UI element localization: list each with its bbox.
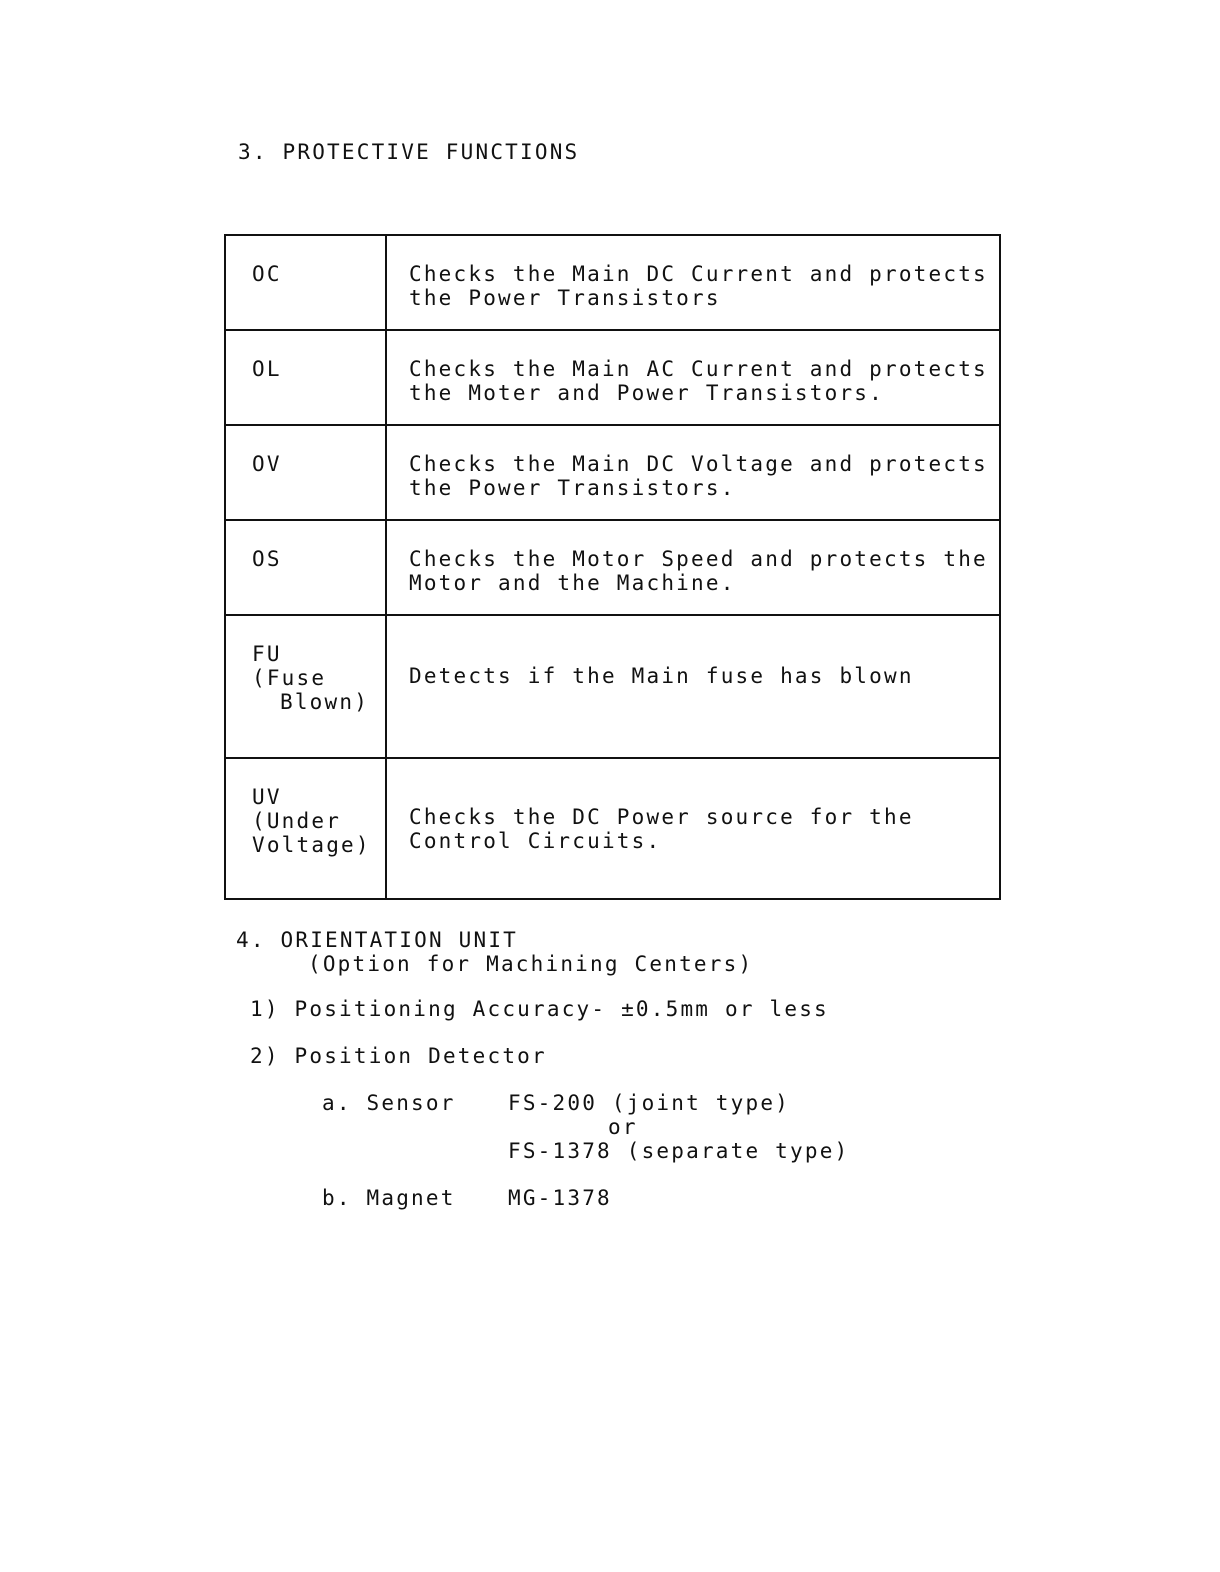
desc-line: Detects if the Main fuse has blown	[409, 664, 914, 688]
function-description	[386, 330, 1000, 425]
function-code	[225, 330, 386, 425]
table-row	[225, 758, 1000, 899]
table-row	[225, 425, 1000, 520]
position-detector-item: 2) Position Detector	[250, 1044, 547, 1068]
section-4-subtitle: (Option for Machining Centers)	[308, 952, 754, 976]
magnet-value: MG-1378	[508, 1186, 612, 1210]
sensor-value-separate: FS-1378 (separate type)	[508, 1139, 850, 1163]
table-row	[225, 520, 1000, 615]
function-code	[225, 758, 386, 899]
table-row	[225, 235, 1000, 330]
table-row	[225, 330, 1000, 425]
section-4-title: 4. ORIENTATION UNIT	[236, 928, 519, 952]
desc-line: Control Circuits.	[409, 829, 662, 853]
code-line: OL	[252, 357, 282, 381]
desc-line: Checks the Main DC Current and protects	[409, 262, 988, 286]
section-3-title: 3. PROTECTIVE FUNCTIONS	[238, 140, 580, 164]
code-line: OC	[252, 262, 282, 286]
code-line: OS	[252, 547, 282, 571]
code-line: Blown)	[280, 690, 370, 714]
positioning-accuracy-item: 1) Positioning Accuracy- ±0.5mm or less	[250, 997, 829, 1021]
code-line: UV	[252, 785, 282, 809]
code-line: OV	[252, 452, 282, 476]
code-line: (Under	[252, 809, 342, 833]
protective-functions-table	[224, 234, 1001, 900]
code-line: (Fuse	[252, 666, 327, 690]
table-row	[225, 615, 1000, 758]
desc-line: Checks the DC Power source for the	[409, 805, 914, 829]
desc-line: the Power Transistors.	[409, 476, 736, 500]
code-line: Voltage)	[252, 833, 371, 857]
function-code	[225, 615, 386, 758]
desc-line: Motor and the Machine.	[409, 571, 736, 595]
function-description	[386, 235, 1000, 330]
sensor-value-joint: FS-200 (joint type)	[508, 1091, 791, 1115]
desc-line: Checks the Main DC Voltage and protects	[409, 452, 988, 476]
sensor-label: a. Sensor	[322, 1091, 456, 1115]
function-code	[225, 520, 386, 615]
sensor-or: or	[608, 1115, 638, 1139]
function-description	[386, 425, 1000, 520]
function-description	[386, 758, 1000, 899]
code-line: FU	[252, 642, 282, 666]
desc-line: Checks the Motor Speed and protects the	[409, 547, 988, 571]
desc-line: the Moter and Power Transistors.	[409, 381, 884, 405]
magnet-label: b. Magnet	[322, 1186, 456, 1210]
function-description	[386, 520, 1000, 615]
function-code	[225, 235, 386, 330]
function-description	[386, 615, 1000, 758]
desc-line: Checks the Main AC Current and protects	[409, 357, 988, 381]
desc-line: the Power Transistors	[409, 286, 721, 310]
function-code	[225, 425, 386, 520]
